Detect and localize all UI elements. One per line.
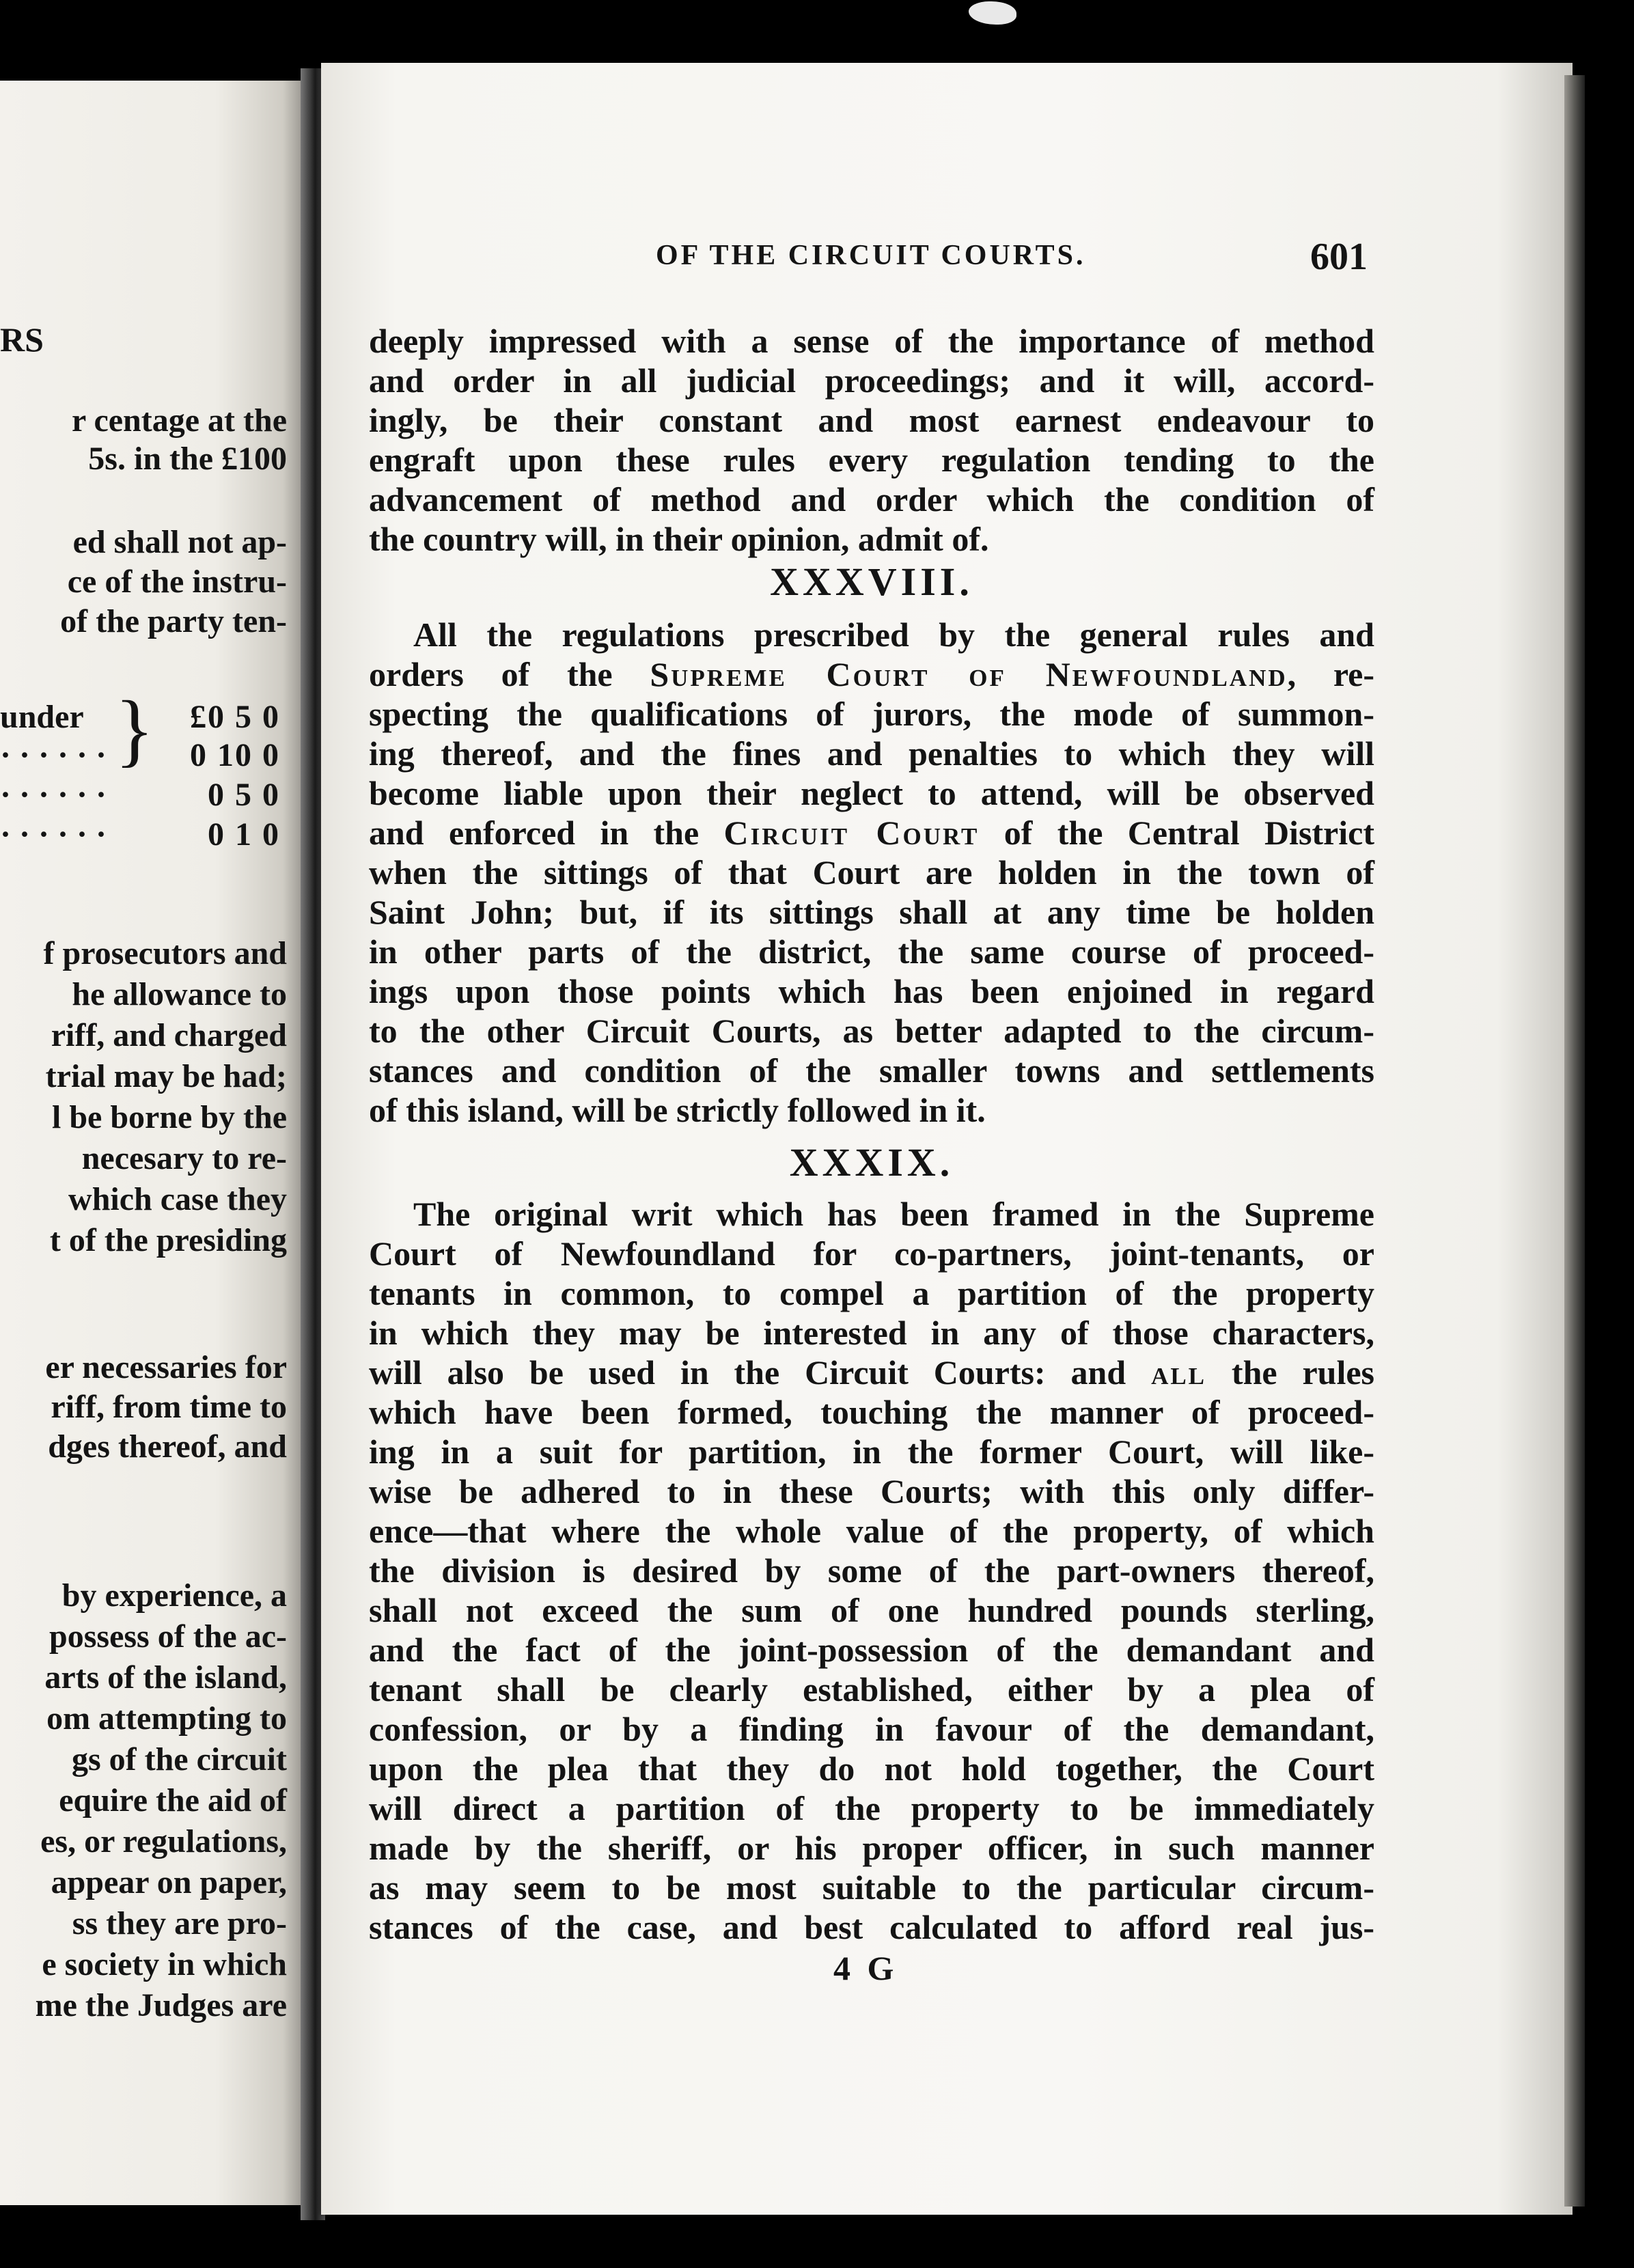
left-line: riff, and charged [51,1017,287,1053]
body-line: confession, or by a finding in favour of the demandant, [369,1710,1374,1748]
body-line: will direct a partition of the property to be immediately [369,1789,1374,1827]
body-line: wise be adhered to in these Courts; with this only differ- [369,1472,1374,1510]
left-line: of the party ten- [60,603,287,639]
left-line: ed shall not ap- [72,524,287,560]
body-line: stances of the case, and best calculated to afford real jus- [369,1908,1374,1946]
left-line: l be borne by the [51,1099,287,1135]
body-line: ing thereof, and the fines and penalties to which they will [369,734,1374,773]
body-line: All the regulations prescribed by the general rules and [413,616,1374,654]
fee-row [0,776,287,814]
body-line: when the sittings of that Court are holden in the town of [369,853,1374,891]
left-line: trial may be had; [45,1058,287,1094]
section-heading: XXXVIII. [770,559,973,604]
left-line: ss they are pro- [72,1905,287,1941]
body-line: stances and condition of the smaller towns and settlements [369,1051,1374,1090]
body-line: tenants in common, to compel a partition of the property [369,1274,1374,1312]
left-line: dges thereof, and [48,1428,287,1465]
body-line: to the other Circuit Courts, as better adapted to the circum- [369,1012,1374,1050]
left-line: by experience, a [61,1577,287,1614]
body-line: which have been formed, touching the manner of proceed- [369,1393,1374,1431]
left-line: equire the aid of [59,1782,287,1818]
left-line: he allowance to [72,976,287,1012]
body-line: become liable upon their neglect to attend, will be observed [369,774,1374,812]
body-line: in which they may be interested in any of those characters, [369,1314,1374,1352]
fee-amount: 0 5 0 [208,777,280,813]
body-line: the division is desired by some of the part-owners thereof, [369,1551,1374,1590]
body-line: upon the plea that they do not hold together, the Court [369,1750,1374,1788]
body-line: in other parts of the district, the same course of proceed- [369,932,1374,971]
section-heading: XXXIX. [789,1140,954,1185]
body-line: and the fact of the joint-possession of the demandant and [369,1631,1374,1669]
scan-blot [969,1,1016,25]
left-line: necesary to re- [81,1140,287,1176]
body-line: and order in all judicial proceedings; and it will, accord- [369,361,1374,400]
fee-row [0,698,287,736]
left-line: e society in which [42,1946,287,1982]
left-line: arts of the island, [44,1659,287,1696]
fee-label: · · · · · · [0,777,107,813]
left-line: om attempting to [46,1700,287,1737]
body-line: advancement of method and order which the condition of [369,480,1374,518]
page-number: 601 [1310,236,1368,278]
left-line: r centage at the [72,402,287,439]
page-edge-shadow [1564,75,1585,2207]
left-line: gs of the circuit [71,1741,287,1778]
body-line: shall not exceed the sum of one hundred pounds sterling, [369,1591,1374,1629]
fee-row [0,816,287,854]
body-line: ence—that where the whole value of the property, of which [369,1512,1374,1550]
body-line: specting the qualifications of jurors, the mode of summon- [369,695,1374,733]
body-line: made by the sheriff, or his proper officer, in such manner [369,1829,1374,1867]
running-head: OF THE CIRCUIT COURTS. [656,240,1086,271]
left-line: f prosecutors and [43,935,287,971]
fee-label: · · · · · · [0,737,107,773]
left-running-head: RS [0,320,44,359]
body-line: Saint John; but, if its sittings shall at any time be holden [369,893,1374,931]
body-line: as may seem to be most suitable to the particular circum- [369,1868,1374,1907]
left-line: which case they [68,1181,287,1217]
body-line: of this island, will be strictly followed in it. [369,1091,986,1129]
fee-label: · · · · · · [0,816,107,853]
signature-mark: 4 G [833,1949,898,1987]
fee-row [0,736,287,775]
body-line: Court of Newfoundland for co-partners, joint-tenants, or [369,1234,1374,1273]
left-line: me the Judges are [35,1987,287,2023]
left-line: 5s. in the £100 [88,441,287,477]
fee-amount: £0 5 0 [190,699,280,735]
brace-mark: } [115,684,154,775]
body-line: engraft upon these rules every regulation tending to the [369,441,1374,479]
body-line: The original writ which has been framed in the Supreme [413,1195,1374,1233]
left-line: appear on paper, [51,1864,287,1900]
body-line: tenant shall be clearly established, either by a plea of [369,1670,1374,1709]
body-line: and enforced in the Circuit Court of the Central District [369,814,1374,852]
left-line: er necessaries for [45,1349,287,1385]
body-line: the country will, in their opinion, admit of. [369,520,989,558]
fee-amount: 0 1 0 [208,816,280,853]
fee-label: under [0,699,84,735]
body-line: orders of the Supreme Court of Newfoundland, re- [369,655,1374,693]
body-line: ings upon those points which has been enjoined in regard [369,972,1374,1010]
left-line: t of the presiding [49,1222,287,1258]
body-line: deeply impressed with a sense of the importance of method [369,322,1374,360]
body-line: ingly, be their constant and most earnest endeavour to [369,401,1374,439]
left-line: ce of the instru- [67,564,287,600]
left-line: es, or regulations, [40,1823,287,1859]
left-line: riff, from time to [51,1389,287,1425]
body-line: ing in a suit for partition, in the former Court, will like- [369,1433,1374,1471]
left-line: possess of the ac- [49,1618,287,1655]
fee-amount: 0 10 0 [190,737,280,773]
left-page [0,81,307,2205]
body-line: will also be used in the Circuit Courts: and all the rules [369,1353,1374,1392]
